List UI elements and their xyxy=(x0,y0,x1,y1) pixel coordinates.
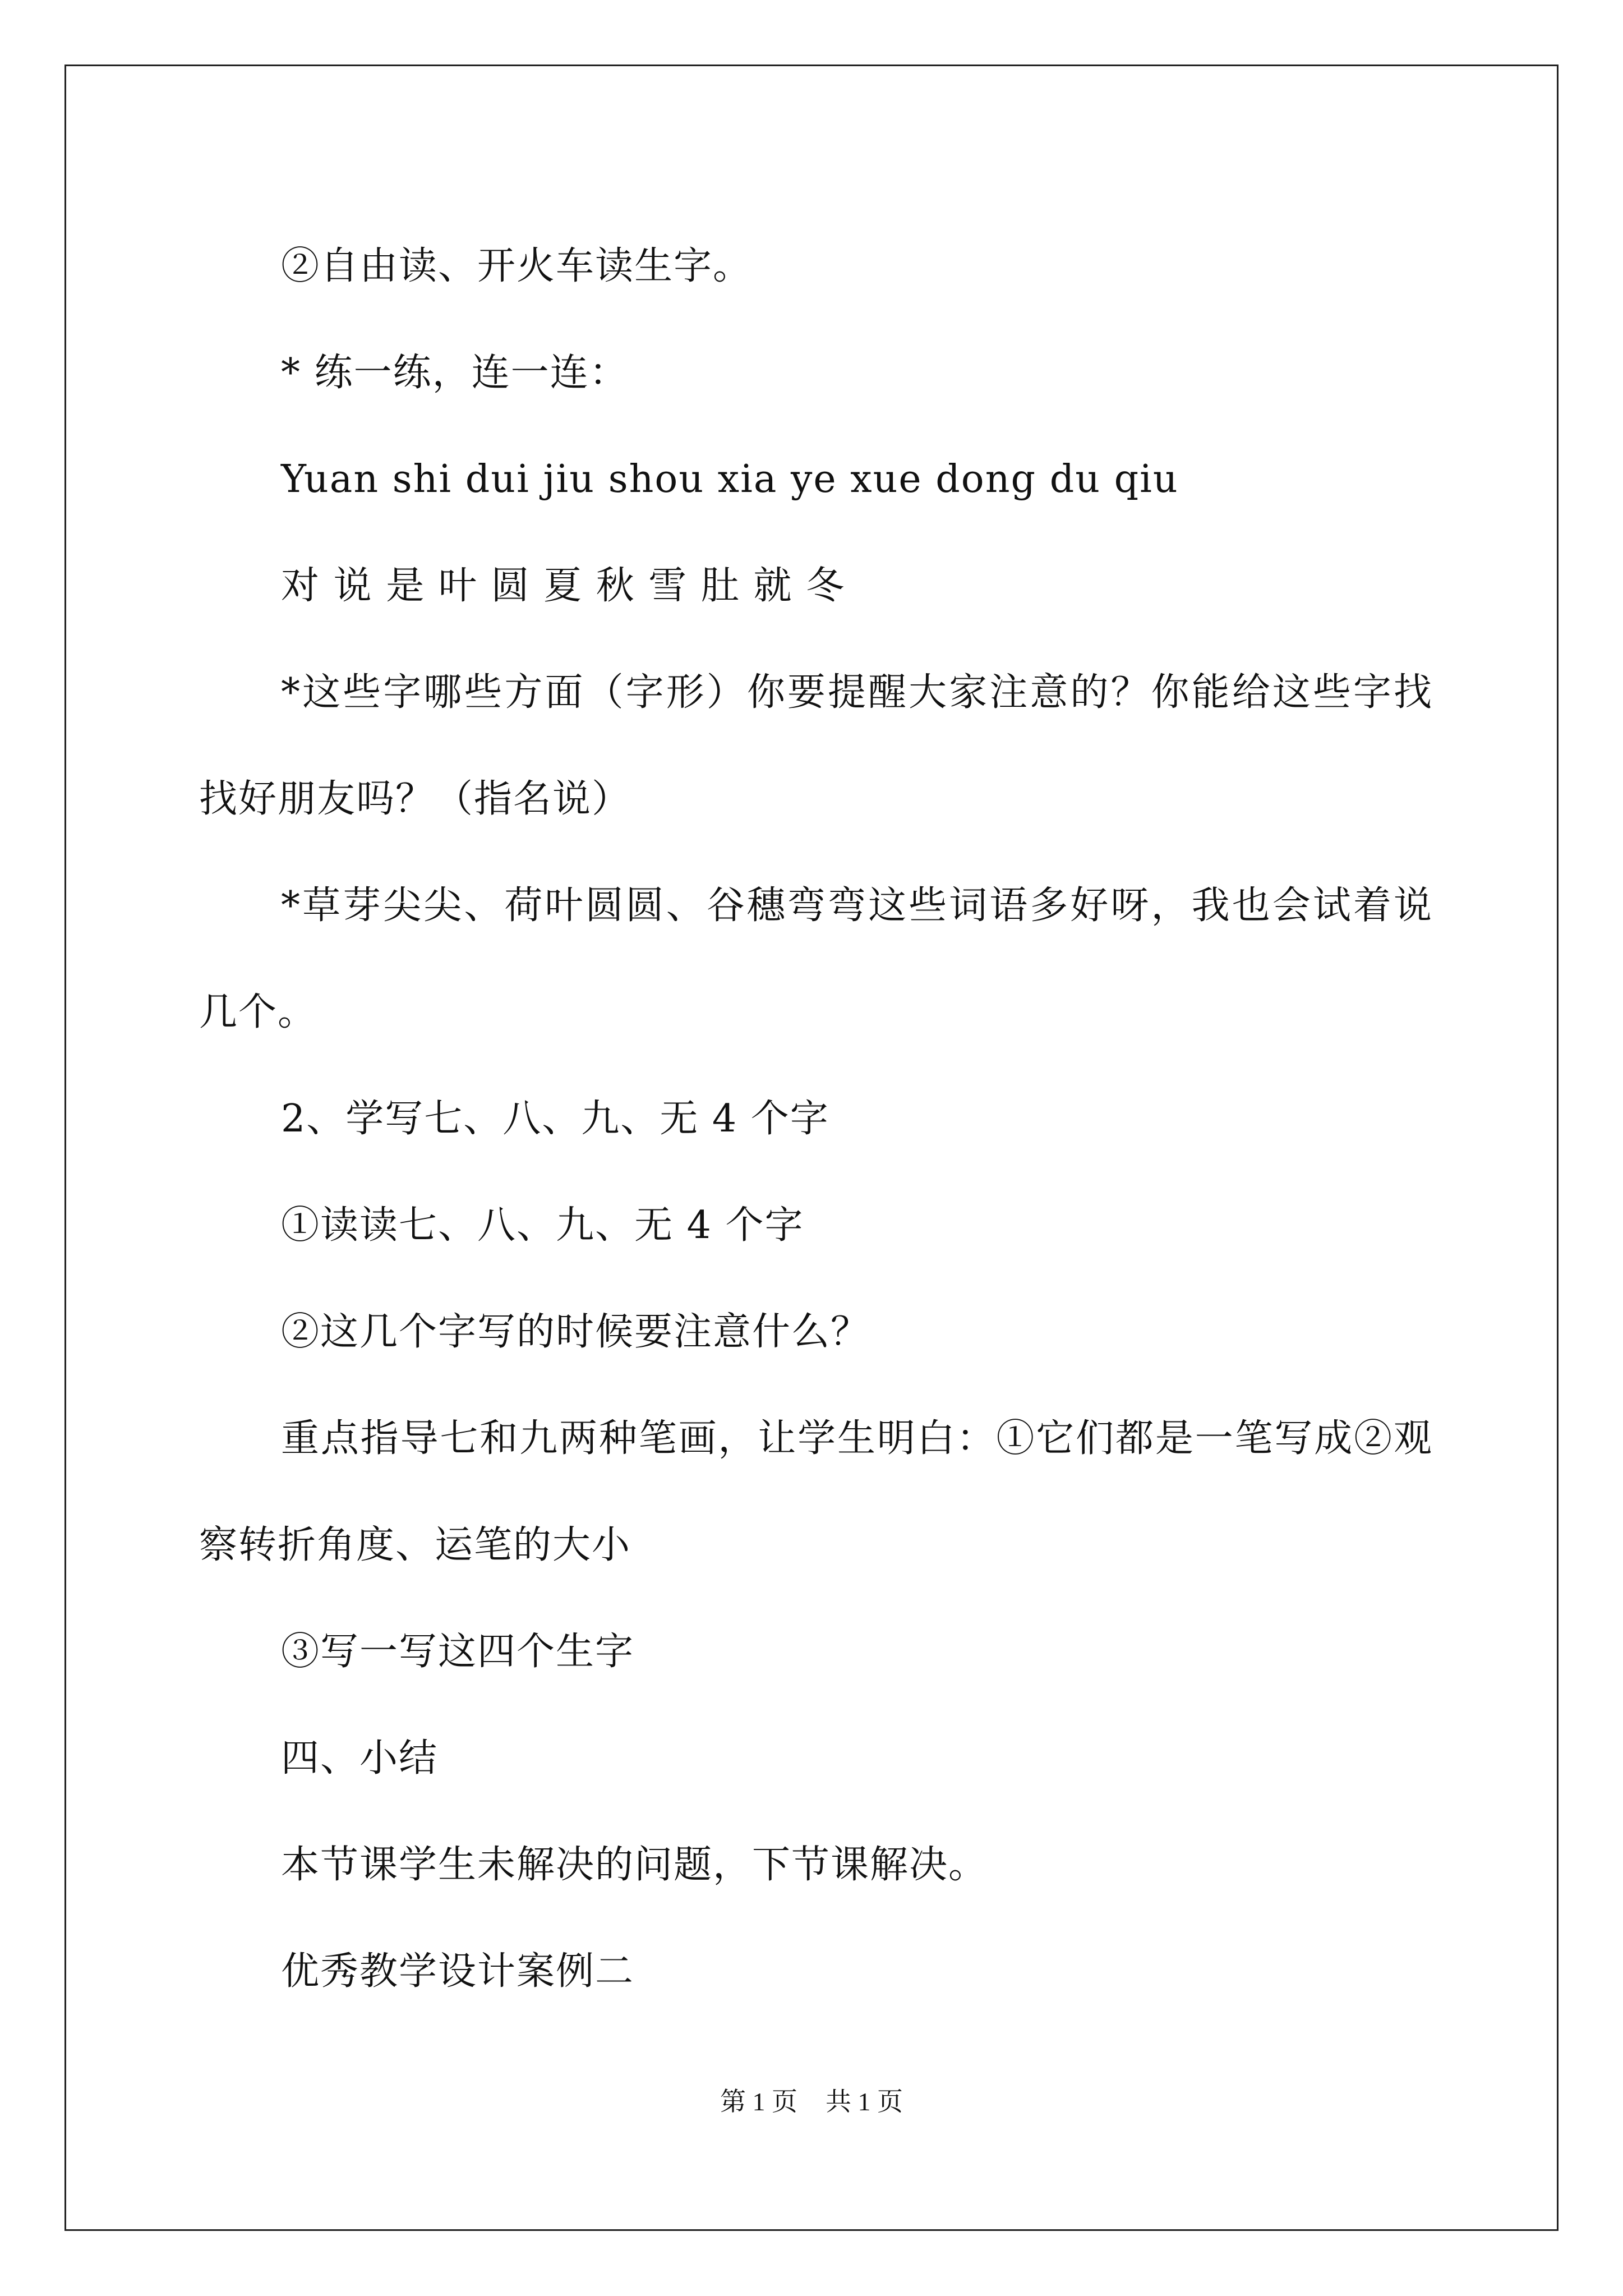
paragraph: 2、学写七、八、九、无 4 个字 xyxy=(281,1097,829,1141)
paragraph: * 练一练，连一连： xyxy=(281,351,629,395)
paragraph: 优秀教学设计案例二 xyxy=(281,1949,635,1994)
document-body xyxy=(199,213,1433,2025)
paragraph: ②这几个字写的时候要注意什么？ xyxy=(281,1310,870,1354)
paragraph: ②自由读、开火车读生字。 xyxy=(281,244,753,288)
paragraph: *这些字哪些方面（字形）你要提醒大家注意的？你能给这些字找找好朋友吗？（指名说） xyxy=(199,670,1433,821)
paragraph: Yuan shi dui jiu shou xia ye xue dong du qiu xyxy=(281,457,1179,501)
paragraph: *草芽尖尖、荷叶圆圆、谷穗弯弯这些词语多好呀，我也会试着说几个。 xyxy=(199,884,1433,1034)
page-footer xyxy=(0,2081,1623,2118)
paragraph: 重点指导七和九两种笔画，让学生明白：①它们都是一笔写成②观察转折角度、运笔的大小 xyxy=(199,1416,1433,1567)
page-number: 第 1 页 xyxy=(720,2087,797,2116)
paragraph: ①读读七、八、九、无 4 个字 xyxy=(281,1203,804,1248)
section-heading: 四、小结 xyxy=(281,1736,439,1780)
paragraph: 对 说 是 叶 圆 夏 秋 雪 肚 就 冬 xyxy=(281,564,846,608)
paragraph: ③写一写这四个生字 xyxy=(281,1630,635,1674)
paragraph: 本节课学生未解决的问题，下节课解决。 xyxy=(281,1843,988,1887)
page-total: 共 1 页 xyxy=(826,2087,903,2116)
